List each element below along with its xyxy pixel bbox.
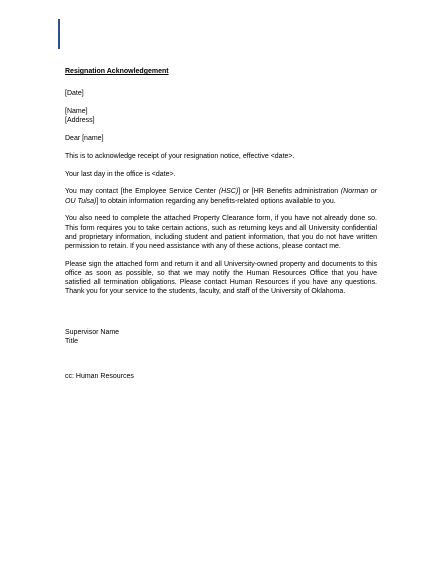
contact-text-4: ] to obtain information regarding any benefits-related options available to you. [96,197,336,205]
contact-text-1: You may contact [the Employee Service Center [65,188,219,196]
salutation: Dear [name] [65,135,104,142]
spacer [65,305,377,328]
signature-block [65,328,377,346]
recipient-address: [Address] [65,117,95,125]
contact-or: or [242,188,250,196]
contact-location: (Norman or OU Tulsa) [65,188,378,205]
paragraph-property-clearance: You also need to complete the attached Property Clearance form, if you have not already done so. This form requires you to take certain actions, such as returning keys and all University confidential and proprietary information, including student and patient information, that you do not have written permission to retain. If you need assistance with any of these actions, please contact me. [65,215,377,250]
supervisor-title: Title [65,338,78,346]
date-placeholder: [Date] [65,90,84,98]
recipient-name: [Name] [65,108,88,115]
paragraph-last-day: Your last day in the office is <date>. [65,170,176,178]
letter-body [65,67,377,381]
supervisor-name: Supervisor Name [65,329,120,337]
recipient-block [65,107,377,125]
paragraph-contact [65,187,377,205]
contact-hsc: (HSC) [218,188,239,196]
paragraph-acknowledgement: This is to acknowledge receipt of your resignation notice, effective <date>. [65,152,295,160]
cc-line: cc: Human Resources [65,373,134,381]
contact-text-2: ] [238,188,243,196]
contact-text-3: [HR Benefits administration [249,188,341,196]
spacer [65,355,377,372]
letter-title: Resignation Acknowledgement [65,68,169,75]
margin-marker [58,19,60,49]
paragraph-return-property: Please sign the attached form and return it and all University-owned property and documents to this office as soon as possible, so that we may notify the Human Resources Office that you have satisfied all termination obligations. Please contact Human Resources if you have any questions. Thank you for your service to the students, faculty, and staff of the University of Oklahoma. [65,260,377,296]
